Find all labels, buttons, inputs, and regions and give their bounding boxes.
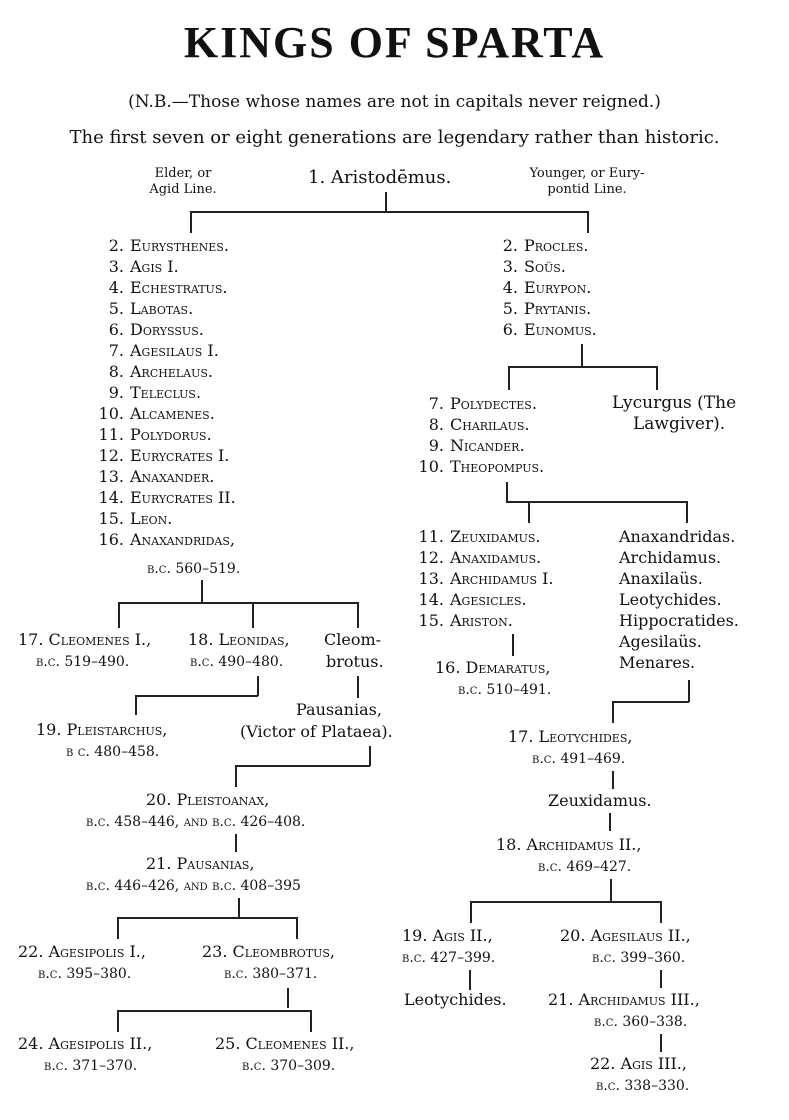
cleomenes-1-date: b.c. 519–490.: [36, 654, 130, 670]
king-name: Nicander.: [450, 436, 525, 455]
king-entry: [96, 361, 236, 382]
agesipolis-2-name: 24. Agesipolis II.,: [18, 1034, 153, 1053]
king-name: Echestratus.: [130, 278, 228, 297]
king-name: Eurycrates I.: [130, 446, 230, 465]
connector: [506, 482, 508, 502]
king-number: 2.: [108, 236, 124, 255]
connector: [252, 602, 254, 628]
connector: [135, 695, 258, 697]
lycurgus-line1: Lycurgus (The: [612, 393, 737, 413]
king-entry: [412, 526, 554, 547]
cleomenes-2-name: 25. Cleomenes II.,: [215, 1034, 355, 1053]
connector: [117, 1010, 119, 1032]
cleomenes-2-date: b.c. 370–309.: [242, 1058, 336, 1074]
connector: [118, 602, 358, 604]
king-name: Archidamus I.: [450, 569, 554, 588]
king-name: Theopompus.: [450, 457, 545, 476]
connector: [587, 211, 589, 233]
pleistoanax-date: b.c. 458–446, and b.c. 426–408.: [86, 814, 306, 830]
cleombrotus-23-date: b.c. 380–371.: [224, 966, 318, 982]
king-entry: Anaxilaüs.: [619, 569, 703, 588]
king-entry: [412, 610, 554, 631]
eurypontid-11-15-list: [412, 526, 554, 631]
king-entry: Hippocratides.: [619, 611, 739, 630]
pausanias-21-date: b.c. 446–426, and b.c. 408–395: [86, 878, 301, 894]
king-name: Anaxidamus.: [450, 548, 542, 567]
demaratus-name: 16. Demaratus,: [435, 658, 551, 677]
king-entry: [96, 256, 236, 277]
king-entry: [498, 235, 597, 256]
king-entry: [498, 319, 597, 340]
agid-16-date: b.c. 560–519.: [147, 561, 241, 577]
king-number: 11.: [98, 425, 124, 444]
pausanias-21-name: 21. Pausanias,: [146, 854, 255, 873]
king-name: Charilaus.: [450, 415, 530, 434]
pleistarchus-name: 19. Pleistarchus,: [36, 720, 168, 739]
king-entry: Anaxandridas.: [619, 527, 736, 546]
king-number: 4.: [502, 278, 518, 297]
king-name: Procles.: [524, 236, 589, 255]
king-entry: [96, 235, 236, 256]
connector: [688, 680, 690, 702]
king-number: 6.: [502, 320, 518, 339]
eury-header-line2: pontid Line.: [547, 182, 627, 197]
connector: [238, 898, 240, 918]
king-entry: [96, 277, 236, 298]
king-entry: [96, 529, 236, 550]
agis-2-name: 19. Agis II.,: [402, 926, 493, 945]
king-entry: Agesilaüs.: [619, 632, 702, 651]
king-entry: [412, 568, 554, 589]
king-number: 8.: [108, 362, 124, 381]
king-number: 13.: [418, 569, 444, 588]
agesilaus-2-name: 20. Agesilaus II.,: [560, 926, 691, 945]
page-title: KINGS OF SPARTA: [183, 18, 606, 67]
king-number: 15.: [418, 611, 444, 630]
connector: [612, 701, 614, 723]
king-entry: [96, 508, 236, 529]
king-entry: [96, 319, 236, 340]
king-name: Agis I.: [130, 257, 179, 276]
connector: [528, 501, 530, 523]
king-number: 15.: [98, 509, 124, 528]
leotychides-17-date: b.c. 491–469.: [532, 751, 626, 767]
king-number: 3.: [502, 257, 518, 276]
connector: [190, 211, 588, 213]
king-entry: [412, 547, 554, 568]
eurypontid-line-header: [512, 166, 662, 198]
connector: [310, 1010, 312, 1032]
king-name: Polydorus.: [130, 425, 212, 444]
eurypontid-king-list: [498, 235, 597, 340]
king-name: Eurycrates II.: [130, 488, 236, 507]
connector: [470, 901, 472, 923]
connector: [235, 765, 370, 767]
agid-header-line1: Elder, or: [154, 166, 212, 181]
king-name: Soüs.: [524, 257, 566, 276]
king-name: Eunomus.: [524, 320, 597, 339]
cleombrotus-line2: brotus.: [326, 652, 384, 671]
connector: [117, 917, 297, 919]
leonidas-name: 18. Leonidas,: [188, 630, 290, 649]
king-entry: [498, 298, 597, 319]
agid-header-line2: Agid Line.: [149, 182, 217, 197]
agesipolis-1-name: 22. Agesipolis I.,: [18, 942, 146, 961]
pausanias-victor-line1: Pausanias,: [296, 700, 382, 719]
eurypontid-7-10-list: [412, 393, 544, 477]
connector: [287, 988, 289, 1008]
king-entry: [96, 424, 236, 445]
king-entry: [412, 456, 544, 477]
agis-3-name: 22. Agis III.,: [590, 1054, 687, 1073]
king-name: Ariston.: [450, 611, 513, 630]
king-number: 5.: [502, 299, 518, 318]
king-entry: [96, 445, 236, 466]
root-aristodemus: 1. Aristodēmus.: [308, 167, 452, 188]
lycurgus-line2: Lawgiver).: [633, 414, 726, 434]
agid-line-header: [138, 166, 228, 198]
king-name: Anaxander.: [130, 467, 215, 486]
king-entry: [498, 277, 597, 298]
king-name: Agesilaus I.: [130, 341, 219, 360]
king-number: 16.: [98, 530, 124, 549]
king-number: 10.: [418, 457, 444, 476]
king-number: 3.: [108, 257, 124, 276]
king-number: 14.: [418, 590, 444, 609]
king-number: 7.: [428, 394, 444, 413]
cleombrotus-line1: Cleom-: [324, 630, 382, 649]
connector: [656, 366, 658, 390]
king-number: 5.: [108, 299, 124, 318]
zeuxidamus-label: Zeuxidamus.: [548, 791, 652, 810]
king-entry: Leotychides.: [619, 590, 722, 609]
connector: [660, 901, 662, 923]
king-name: Prytanis.: [524, 299, 592, 318]
agesipolis-1-date: b.c. 395–380.: [38, 966, 132, 982]
king-name: Eurysthenes.: [130, 236, 229, 255]
eury-header-line1: Younger, or Eury-: [529, 166, 645, 181]
king-name: Labotas.: [130, 299, 194, 318]
king-entry: [96, 382, 236, 403]
king-entry: [96, 298, 236, 319]
king-number: 14.: [98, 488, 124, 507]
note-never-reigned: (N.B.—Those whose names are not in capitals never reigned.): [128, 92, 661, 112]
archidamus-3-name: 21. Archidamus III.,: [548, 990, 700, 1009]
connector: [508, 366, 510, 390]
agesipolis-2-date: b.c. 371–370.: [44, 1058, 138, 1074]
king-entry: [96, 340, 236, 361]
note-legendary: The first seven or eight generations are legendary rather than historic.: [69, 127, 720, 148]
archidamus-18-date: b.c. 469–427.: [538, 859, 632, 875]
connector: [385, 192, 387, 212]
pleistarchus-date: b c. 480–458.: [66, 744, 160, 760]
connector: [235, 765, 237, 787]
connector: [201, 580, 203, 602]
king-name: Alcamenes.: [130, 404, 215, 423]
connector: [660, 970, 662, 988]
agid-king-list: [96, 235, 236, 550]
king-entry: Archidamus.: [619, 548, 722, 567]
pausanias-victor-line2: (Victor of Plataea).: [240, 722, 393, 741]
king-entry: [96, 403, 236, 424]
king-name: Archelaus.: [130, 362, 214, 381]
archidamus-18-name: 18. Archidamus II.,: [496, 835, 642, 854]
king-number: 4.: [108, 278, 124, 297]
king-entry: Menares.: [619, 653, 696, 672]
king-number: 2.: [502, 236, 518, 255]
king-number: 10.: [98, 404, 124, 423]
connector: [257, 676, 259, 696]
king-name: Polydectes.: [450, 394, 537, 413]
leonidas-date: b.c. 490–480.: [190, 654, 284, 670]
king-name: Doryssus.: [130, 320, 204, 339]
connector: [135, 695, 137, 715]
king-name: Agesicles.: [450, 590, 527, 609]
connector: [117, 917, 119, 939]
connector: [660, 1034, 662, 1052]
connector: [612, 771, 614, 789]
connector: [506, 501, 687, 503]
connector: [357, 602, 359, 628]
agesilaus-2-date: b.c. 399–360.: [592, 950, 686, 966]
connector: [118, 602, 120, 628]
connector: [469, 970, 471, 990]
king-number: 12.: [418, 548, 444, 567]
king-number: 9.: [428, 436, 444, 455]
connector: [612, 701, 689, 703]
leotychides-b-label: Leotychides.: [404, 990, 507, 1009]
archidamus-3-date: b.c. 360–338.: [594, 1014, 688, 1030]
king-name: Zeuxidamus.: [450, 527, 541, 546]
king-number: 9.: [108, 383, 124, 402]
agis-3-date: b.c. 338–330.: [596, 1078, 690, 1094]
collateral-line-list: [619, 526, 739, 673]
king-entry: [96, 487, 236, 508]
connector: [609, 813, 611, 831]
connector: [117, 1010, 311, 1012]
agis-2-date: b.c. 427–399.: [402, 950, 496, 966]
connector: [190, 211, 192, 233]
cleomenes-1-name: 17. Cleomenes I.,: [18, 630, 152, 649]
king-number: 13.: [98, 467, 124, 486]
king-name: Anaxandridas,: [130, 530, 235, 549]
pleistoanax-name: 20. Pleistoanax,: [146, 790, 270, 809]
connector: [686, 501, 688, 523]
connector: [235, 834, 237, 852]
king-entry: [412, 393, 544, 414]
king-number: 12.: [98, 446, 124, 465]
king-number: 8.: [428, 415, 444, 434]
king-entry: [96, 466, 236, 487]
demaratus-date: b.c. 510–491.: [458, 682, 552, 698]
connector: [296, 917, 298, 939]
king-name: Leon.: [130, 509, 173, 528]
cleombrotus-23-name: 23. Cleombrotus,: [202, 942, 336, 961]
king-entry: [412, 414, 544, 435]
connector: [610, 879, 612, 901]
connector: [357, 676, 359, 698]
king-entry: [412, 589, 554, 610]
king-entry: [412, 435, 544, 456]
connector: [581, 344, 583, 366]
king-number: 7.: [108, 341, 124, 360]
connector: [369, 746, 371, 766]
king-name: Teleclus.: [130, 383, 202, 402]
king-name: Eurypon.: [524, 278, 592, 297]
connector: [470, 901, 661, 903]
king-number: 6.: [108, 320, 124, 339]
king-number: 11.: [418, 527, 444, 546]
king-entry: [498, 256, 597, 277]
leotychides-17-name: 17. Leotychides,: [508, 727, 633, 746]
connector: [508, 366, 657, 368]
connector: [512, 634, 514, 656]
